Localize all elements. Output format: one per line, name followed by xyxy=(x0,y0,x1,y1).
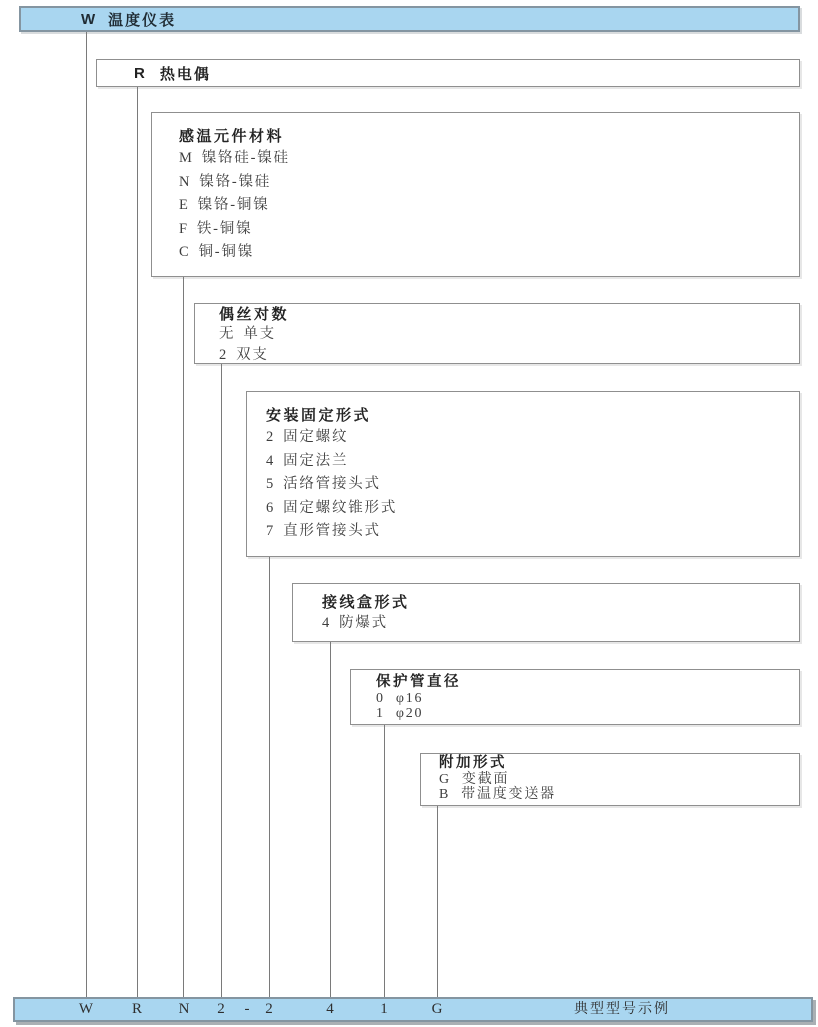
model-code-dash: - xyxy=(244,1001,250,1017)
option-row: G 变截面 xyxy=(439,772,510,787)
model-code-r: R xyxy=(131,1001,143,1017)
option-row: 6 固定螺纹锥形式 xyxy=(266,499,398,516)
spec-box-title: 附加形式 xyxy=(439,755,507,771)
option-row: C 铜-铜镍 xyxy=(179,244,255,260)
spec-box-protection-tube-diameter xyxy=(350,669,800,725)
model-code-g: G xyxy=(431,1001,443,1017)
top-bar-temperature-instrument xyxy=(19,6,800,32)
top-bar-code: W xyxy=(81,10,98,28)
spec-box-title: 安装固定形式 xyxy=(266,407,372,424)
spec-box-mounting-type xyxy=(246,391,800,557)
connector-line-g xyxy=(437,806,438,997)
option-row: E 镍铬-铜镍 xyxy=(179,197,270,213)
spec-box-title: 偶丝对数 xyxy=(219,306,290,323)
option-row: 1 φ20 xyxy=(376,706,424,722)
model-code-n: N xyxy=(178,1001,190,1017)
option-row: 4 固定法兰 xyxy=(266,452,349,469)
spec-box-wire-pairs xyxy=(194,303,800,364)
option-row: 7 直形管接头式 xyxy=(266,523,381,539)
spec-box-title: 保护管直径 xyxy=(376,674,461,690)
connector-line-2b xyxy=(269,557,270,997)
connector-line-r xyxy=(137,87,138,997)
option-row: N 镍铬-镍硅 xyxy=(179,173,272,190)
option-row: 4 防爆式 xyxy=(322,615,388,631)
option-row: 0 φ16 xyxy=(376,691,424,706)
spec-box-title: 接线盒形式 xyxy=(322,594,410,611)
connector-line-2a xyxy=(221,364,222,997)
category-code: R xyxy=(134,64,147,82)
model-code-4: 4 xyxy=(326,1001,334,1017)
spec-box-sensing-element-material xyxy=(151,112,800,277)
spec-box-junction-box-type xyxy=(292,583,800,642)
category-label: 热电偶 xyxy=(159,65,211,83)
category-box-thermocouple xyxy=(96,59,800,87)
connector-line-1 xyxy=(384,725,385,997)
model-code-2a: 2 xyxy=(217,1001,225,1017)
option-row: 2 双支 xyxy=(219,347,269,364)
connector-line-w xyxy=(86,32,87,997)
top-bar-label: 温度仪表 xyxy=(108,11,177,29)
model-code-1: 1 xyxy=(380,1001,388,1017)
option-row: M 镍铬硅-镍硅 xyxy=(179,150,290,166)
option-row: 5 活络管接头式 xyxy=(266,476,381,492)
model-code-2b: 2 xyxy=(265,1001,273,1017)
model-code-w: W xyxy=(78,1001,94,1017)
option-row: F 铁-铜镍 xyxy=(179,220,253,237)
connector-line-n xyxy=(183,277,184,997)
option-row: 2 固定螺纹 xyxy=(266,429,349,445)
option-row: 无 单支 xyxy=(219,326,276,342)
model-example-caption: 典型型号示例 xyxy=(574,1002,670,1017)
option-row: B 带温度变送器 xyxy=(439,787,556,803)
bottom-bar-model-example xyxy=(13,997,813,1022)
connector-line-4 xyxy=(330,642,331,997)
spec-box-additional-type xyxy=(420,753,800,806)
spec-box-title: 感温元件材料 xyxy=(179,128,285,145)
